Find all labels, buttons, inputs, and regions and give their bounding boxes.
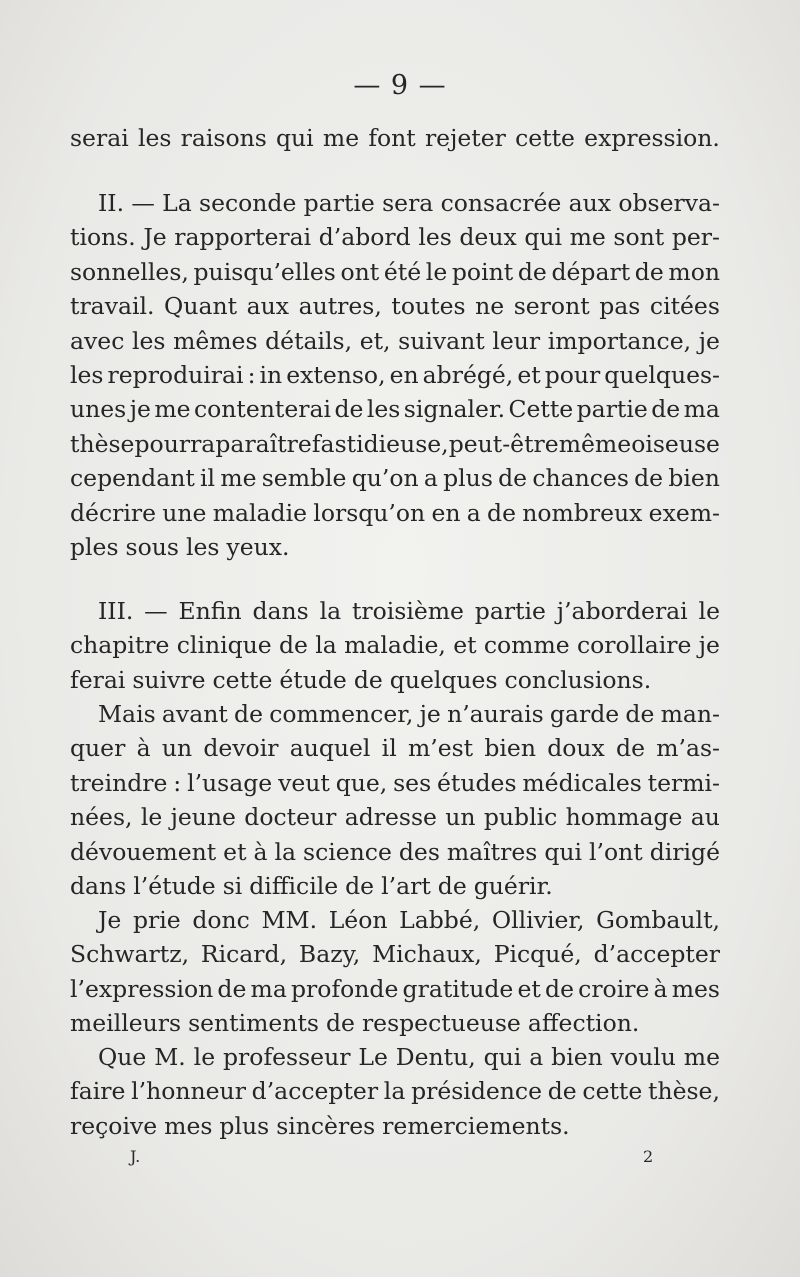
word: bien — [484, 734, 536, 763]
word: docteur — [244, 803, 337, 832]
word: je — [419, 700, 441, 728]
text-line — [70, 392, 720, 426]
word: la — [315, 631, 337, 660]
word: aux — [568, 189, 612, 217]
word: dans — [252, 597, 309, 625]
word: remerciements. — [382, 1111, 570, 1140]
word: qui — [483, 1043, 522, 1071]
word: science — [303, 837, 392, 866]
text-line — [70, 324, 720, 358]
word: termi- — [647, 768, 720, 797]
word: le — [140, 803, 163, 832]
word: Léon — [328, 906, 388, 934]
word: importance, — [547, 326, 692, 355]
word: de — [651, 395, 681, 424]
word: ferai — [70, 665, 126, 694]
word: troisième — [351, 597, 464, 625]
word: hommage — [565, 803, 683, 832]
word: cette — [212, 665, 273, 694]
text-line — [70, 255, 720, 289]
word: de — [517, 257, 547, 286]
word: la — [274, 837, 297, 866]
word: comme — [483, 631, 570, 660]
word: conclusions. — [504, 665, 652, 694]
word: sera — [382, 189, 434, 217]
word: Schwartz, — [70, 940, 190, 969]
word: avec — [70, 326, 125, 355]
word: les — [137, 124, 172, 152]
word: guérir. — [473, 871, 553, 900]
text-line — [70, 731, 720, 765]
word: devoir — [203, 734, 279, 763]
text-line — [70, 1109, 720, 1143]
word: et, — [359, 326, 391, 355]
word: partie — [474, 597, 546, 625]
word: ples — [70, 532, 119, 561]
word: de — [234, 700, 263, 728]
word: qui — [524, 223, 563, 252]
word: travail. — [70, 292, 155, 321]
word: m’as- — [656, 734, 720, 763]
word: de — [634, 257, 664, 286]
text-line — [70, 972, 720, 1006]
text-line — [70, 869, 720, 903]
word: le — [698, 597, 720, 625]
word: clinique — [176, 631, 272, 660]
word: il — [200, 464, 216, 493]
word: été — [383, 257, 422, 286]
word: cette — [582, 1077, 643, 1106]
word: signaler. — [403, 395, 506, 424]
word: d’abord — [318, 223, 411, 252]
word: mon — [668, 257, 720, 286]
word: que, — [335, 768, 388, 797]
word: qu’on — [351, 464, 419, 493]
text-line — [70, 121, 720, 155]
word: présidence — [411, 1077, 542, 1106]
word: les — [418, 223, 452, 252]
word: mes — [164, 1111, 213, 1140]
text-line — [70, 461, 720, 495]
word: adresse — [344, 803, 437, 832]
word: sentiments — [188, 1009, 319, 1038]
word: et — [223, 837, 247, 866]
word: commencer, — [269, 700, 414, 728]
signature-mark: J. — [130, 1147, 141, 1166]
word: à — [253, 837, 268, 866]
word: l’expression — [70, 974, 214, 1003]
word: jeune — [170, 803, 236, 832]
word: je — [698, 326, 720, 355]
word: unes — [70, 395, 127, 424]
word: croire — [578, 974, 650, 1003]
word: de — [625, 700, 655, 728]
text-line — [70, 496, 720, 530]
word: Le — [358, 1043, 388, 1071]
word: cependant — [70, 464, 195, 493]
paragraph-acknowledgement — [70, 697, 720, 903]
word: raisons — [180, 124, 267, 152]
word: meilleurs — [70, 1009, 182, 1038]
word: lorsqu’on — [313, 498, 426, 527]
word: per- — [671, 223, 720, 252]
word: Quant — [164, 292, 238, 321]
word: Que — [98, 1043, 147, 1071]
text-line — [70, 1040, 720, 1074]
word: font — [368, 124, 416, 152]
word: affection. — [527, 1009, 640, 1038]
word: oiseuse — [631, 429, 720, 458]
text-line — [70, 903, 720, 937]
word: — — [144, 597, 168, 625]
word: Dentu, — [395, 1043, 476, 1071]
word: contenterai — [193, 395, 332, 424]
word: maîtres — [446, 837, 538, 866]
word: public — [483, 803, 558, 832]
word: extenso, — [286, 360, 386, 389]
sheet-number: 2 — [643, 1147, 654, 1166]
word: pourra — [134, 429, 216, 458]
paragraph-intro-tail — [70, 121, 720, 155]
word: voulu — [610, 1043, 676, 1071]
word: ses — [393, 768, 432, 797]
word: me — [569, 223, 606, 252]
word: ma — [250, 974, 287, 1003]
word: chapitre — [70, 631, 170, 660]
word: nombreux — [522, 498, 643, 527]
word: Labbé, — [399, 906, 481, 934]
word: de — [437, 871, 467, 900]
word: et — [517, 974, 541, 1003]
word: pas — [599, 292, 641, 321]
text-line — [70, 289, 720, 323]
word: a — [529, 1043, 544, 1071]
word: deux — [459, 223, 517, 252]
word: Picqué, — [493, 940, 582, 969]
word: pour — [544, 360, 601, 389]
word: difficile — [249, 871, 339, 900]
word: de — [345, 871, 375, 900]
word: respectueuse — [361, 1009, 521, 1038]
word: tions. — [70, 223, 136, 252]
word: Bazy, — [298, 940, 361, 969]
word: et — [453, 631, 477, 660]
text-line — [70, 937, 720, 971]
text-line — [70, 835, 720, 869]
word: point — [451, 257, 514, 286]
word: consacrée — [440, 189, 562, 217]
word: puisqu’elles — [193, 257, 336, 286]
word: plus — [219, 1111, 270, 1140]
word: n’aurais — [447, 700, 544, 728]
word: le — [425, 257, 448, 286]
word: bien — [551, 1043, 603, 1071]
word: me — [683, 1043, 720, 1071]
word: abrégé, — [422, 360, 514, 389]
word: qui — [276, 124, 314, 152]
text-line — [70, 427, 720, 461]
word: en — [389, 360, 419, 389]
word: citées — [649, 292, 720, 321]
word: nées, — [70, 803, 133, 832]
word: mêmes — [173, 326, 258, 355]
word: semble — [261, 464, 347, 493]
word: si — [222, 871, 243, 900]
word: de — [545, 974, 574, 1003]
word: je — [129, 395, 151, 424]
text-line — [70, 766, 720, 800]
word: Ricard, — [200, 940, 288, 969]
word: observa- — [618, 189, 720, 217]
word: les — [70, 360, 104, 389]
word: au — [690, 803, 720, 832]
word: profonde — [291, 974, 399, 1003]
word: qui — [544, 837, 583, 866]
word: La — [162, 189, 192, 217]
word: II. — [98, 189, 125, 217]
text-line — [70, 1074, 720, 1108]
word: à — [136, 734, 151, 763]
word: études — [437, 768, 517, 797]
word: de — [325, 1009, 355, 1038]
text-line — [70, 220, 720, 254]
word: la — [319, 597, 342, 625]
word: gratitude — [402, 974, 514, 1003]
word: de — [498, 464, 528, 493]
word: sonnelles, — [70, 257, 189, 286]
word: mes — [671, 974, 720, 1003]
word: détails, — [265, 326, 353, 355]
word: seconde — [199, 189, 297, 217]
word: cette — [515, 124, 575, 152]
word: un — [161, 734, 193, 763]
word: quelques — [389, 665, 498, 694]
word: : — [247, 360, 256, 389]
word: un — [445, 803, 476, 832]
word: ma — [683, 395, 720, 424]
text-line — [70, 663, 720, 697]
word: médicales — [522, 768, 642, 797]
text-line — [70, 358, 720, 392]
paragraph-teachers — [70, 903, 720, 1041]
word: de — [616, 734, 645, 763]
word: plus — [443, 464, 493, 493]
word: auquel — [289, 734, 371, 763]
word: fastidieuse, — [311, 429, 449, 458]
word: les — [366, 395, 401, 424]
paragraph-president — [70, 1040, 720, 1143]
word: Ollivier, — [491, 906, 585, 934]
word: — — [131, 189, 155, 217]
word: maladie — [212, 498, 308, 527]
word: dévouement — [70, 837, 217, 866]
word: sont — [613, 223, 665, 252]
word: départ — [551, 257, 631, 286]
word: man- — [660, 700, 720, 728]
word: partie — [303, 189, 375, 217]
word: étude — [279, 665, 347, 694]
word: paraître — [215, 429, 312, 458]
word: en — [431, 498, 461, 527]
word: même — [558, 429, 632, 458]
word: m’est — [407, 734, 474, 763]
word: me — [220, 464, 257, 493]
text-line — [70, 1006, 720, 1040]
word: corollaire — [576, 631, 692, 660]
word: treindre — [70, 768, 168, 797]
word: l’usage — [187, 768, 273, 797]
word: : — [173, 768, 182, 797]
word: expression. — [584, 124, 720, 152]
word: décrire — [70, 498, 157, 527]
word: ont — [340, 257, 380, 286]
word: Mais — [98, 700, 156, 728]
word: donc — [192, 906, 250, 934]
page-number: — 9 — — [353, 70, 447, 101]
word: chances — [532, 464, 629, 493]
word: de — [487, 498, 516, 527]
word: MM. — [261, 906, 318, 934]
word: une — [162, 498, 207, 527]
word: le — [193, 1043, 216, 1071]
word: Michaux, — [372, 940, 482, 969]
word: prie — [132, 906, 181, 934]
word: seront — [513, 292, 590, 321]
word: de — [279, 631, 308, 660]
word: dirigé — [649, 837, 720, 866]
word: suivre — [132, 665, 206, 694]
paragraph-part-three — [70, 594, 720, 697]
word: doux — [547, 734, 605, 763]
paragraph-part-two — [70, 186, 720, 564]
word: veut — [278, 768, 330, 797]
word: Enfin — [178, 597, 242, 625]
word: garde — [549, 700, 620, 728]
word: maladie, — [344, 631, 446, 660]
word: peut-être — [448, 429, 559, 458]
word: de — [353, 665, 383, 694]
text-line — [70, 800, 720, 834]
word: bien — [668, 464, 720, 493]
word: Je — [98, 906, 122, 934]
word: toutes — [391, 292, 466, 321]
text-line — [70, 186, 720, 220]
word: dans — [70, 871, 127, 900]
text-line — [70, 697, 720, 731]
word: Je — [143, 223, 167, 252]
word: Gombault, — [596, 906, 720, 934]
word: rejeter — [424, 124, 506, 152]
word: suivant — [398, 326, 485, 355]
word: a — [423, 464, 438, 493]
word: les — [131, 326, 166, 355]
word: quelques- — [604, 360, 720, 389]
word: des — [398, 837, 440, 866]
word: III. — [98, 597, 134, 625]
word: Cette — [508, 395, 574, 424]
word: et — [517, 360, 541, 389]
word: d’accepter — [251, 1077, 379, 1106]
word: quer — [70, 734, 126, 763]
word: leur — [492, 326, 541, 355]
word: a — [466, 498, 481, 527]
word: je — [698, 631, 720, 660]
word: la — [383, 1077, 406, 1106]
word: M. — [154, 1043, 186, 1071]
word: me — [322, 124, 360, 152]
word: reproduirai — [107, 360, 244, 389]
word: me — [154, 395, 191, 424]
word: autres, — [298, 292, 382, 321]
word: serai — [70, 124, 129, 152]
word: yeux. — [226, 532, 290, 561]
word: j’aborderai — [556, 597, 688, 625]
word: d’accepter — [593, 940, 720, 969]
text-line — [70, 628, 720, 662]
word: avant — [161, 700, 228, 728]
word: de — [217, 974, 247, 1003]
word: les — [185, 532, 220, 561]
word: faire — [70, 1077, 126, 1106]
word: rapporterai — [174, 223, 312, 252]
text-line — [70, 594, 720, 628]
word: de — [547, 1077, 577, 1106]
word: de — [634, 464, 664, 493]
word: l’ont — [589, 837, 643, 866]
word: thèse, — [648, 1077, 720, 1106]
word: il — [381, 734, 397, 763]
word: exem- — [648, 498, 720, 527]
word: à — [653, 974, 668, 1003]
word: ne — [475, 292, 505, 321]
word: sincères — [276, 1111, 376, 1140]
word: reçoive — [70, 1111, 158, 1140]
word: l’étude — [133, 871, 216, 900]
word: partie — [576, 395, 648, 424]
word: professeur — [223, 1043, 351, 1071]
text-line — [70, 530, 720, 564]
word: de — [334, 395, 364, 424]
word: l’honneur — [131, 1077, 246, 1106]
word: thèse — [70, 429, 135, 458]
word: l’art — [381, 871, 431, 900]
word: aux — [246, 292, 290, 321]
word: in — [259, 360, 283, 389]
word: sous — [125, 532, 179, 561]
